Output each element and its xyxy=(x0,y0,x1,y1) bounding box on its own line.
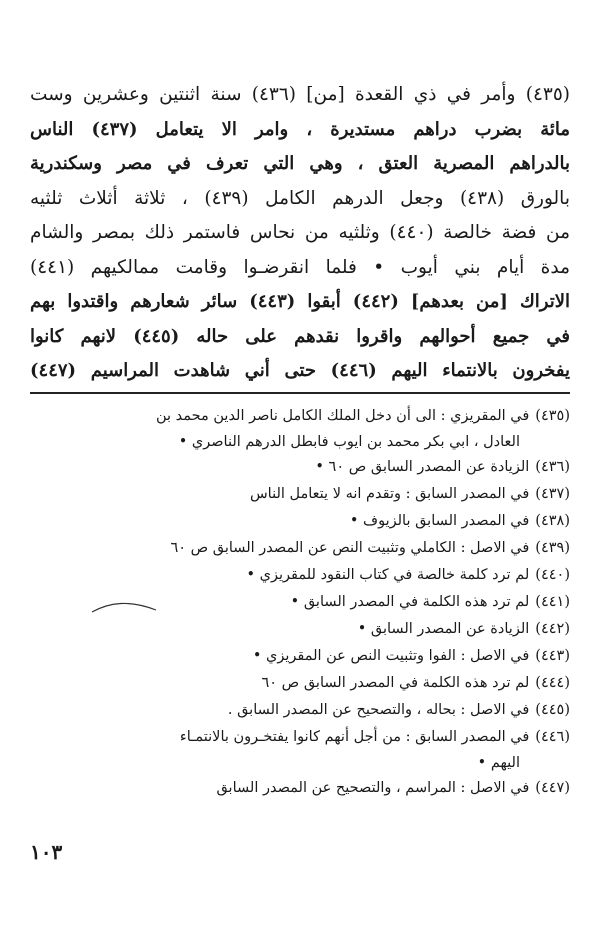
main-text-line: الاتراك [من بعدهم] (٤٤٢) أبقوا (٤٤٣) سائر شعارهم واقتدوا بهم xyxy=(30,291,570,312)
main-text-line: بالورق (٤٣٨) وجعل الدرهم الكامل (٤٣٩) ، ثلاثة أثلاث ثلثيه xyxy=(30,187,570,209)
footnote-text: في الاصل : الفوا وتثبيت النص عن المقريزي • xyxy=(252,648,530,664)
footnote-text: لم ترد هذه الكلمة في المصدر السابق • xyxy=(290,594,530,610)
footnote-number: (٤٤٠) xyxy=(535,567,570,583)
footnote-text: الزيادة عن المصدر السابق • xyxy=(357,621,530,637)
footnote-item xyxy=(30,697,570,724)
footnote-text: لم ترد كلمة خالصة في كتاب النقود للمقريزي • xyxy=(246,567,530,583)
footnote-item xyxy=(30,508,570,535)
footnote-number: (٤٤٤) xyxy=(535,675,570,691)
footnote-text: في الاصل : المراسم ، والتصحيح عن المصدر السابق xyxy=(216,780,530,796)
footnote-item xyxy=(30,454,570,481)
main-text-line: مائة بضرب دراهم مستديرة ، وامر الا يتعامل (٤٣٧) الناس xyxy=(30,118,570,140)
footnote-item xyxy=(30,403,570,430)
main-text-line: في جميع أحوالهم واقروا نقدهم على حاله (٤٤٥) لانهم كانوا xyxy=(30,325,570,347)
footnote-text: لم ترد هذه الكلمة في المصدر السابق ص ٦٠ xyxy=(261,675,530,691)
footnote-item xyxy=(30,775,570,802)
footnote-number: (٤٤٧) xyxy=(535,780,570,796)
footnote-number: (٤٤٣) xyxy=(535,648,570,664)
main-text-line: من فضة خالصة (٤٤٠) وثلثيه من نحاس فاستمر ذلك بمصر والشام xyxy=(30,222,570,243)
footnote-text: في الاصل : الكاملي وتثبيت النص عن المصدر السابق ص ٦٠ xyxy=(170,540,530,556)
footnote-number: (٤٤٢) xyxy=(535,621,570,637)
footnote-number: (٤٣٧) xyxy=(535,486,570,502)
footnote-number: (٤٣٦) xyxy=(535,459,570,475)
footnote-item xyxy=(30,670,570,697)
footnote-number: (٤٣٩) xyxy=(535,540,570,556)
main-text-line: (٤٣٥) وأمر في ذي القعدة [من] (٤٣٦) سنة اثنتين وعشرين وست xyxy=(30,84,570,105)
footnote-text: في المصدر السابق بالزيوف • xyxy=(349,513,530,529)
footnote-item xyxy=(30,481,570,508)
footnote-text: الزيادة عن المصدر السابق ص ٦٠ • xyxy=(315,459,530,475)
footnote-text: في المقريزي : الى أن دخل الملك الكامل ناصر الدين محمد بن xyxy=(155,408,530,424)
footnote-continuation: اليهم • xyxy=(477,755,520,771)
footnote-item xyxy=(30,724,570,751)
footnote-item xyxy=(30,535,570,562)
main-text-block xyxy=(30,78,570,389)
footnote-number: (٤٤٦) xyxy=(535,729,570,745)
footnote-continuation: العادل ، ابي بكر محمد بن ايوب فابطل الدرهم الناصري • xyxy=(178,434,520,450)
footnote-text: في المصدر السابق : من أجل أنهم كانوا يفتخـرون بالانتمـاء xyxy=(179,729,530,745)
footnote-item xyxy=(30,643,570,670)
footnote-number: (٤٣٥) xyxy=(535,408,570,424)
footnote-item xyxy=(30,616,570,643)
footnote-divider xyxy=(30,392,570,394)
footnote-number: (٤٣٨) xyxy=(535,513,570,529)
footnote-item xyxy=(30,562,570,589)
pen-stroke-mark xyxy=(90,598,160,618)
main-text-line: يفخرون بالانتماء اليهم (٤٤٦) حتى أني شاهدت المراسيم (٤٤٧) xyxy=(30,360,570,381)
page-number: ١٠٣ xyxy=(30,840,63,864)
main-text-line: بالدراهم المصرية العتق ، وهي التي تعرف في مصر وسكندرية xyxy=(30,153,570,174)
footnote-text: في المصدر السابق : وتقدم انه لا يتعامل الناس xyxy=(249,486,530,502)
footnote-number: (٤٤٥) xyxy=(535,702,570,718)
footnote-number: (٤٤١) xyxy=(535,594,570,610)
main-text-line: مدة أيام بني أيوب • فلما انقرضـوا وقامت ممالكيهم (٤٤١) xyxy=(30,256,570,278)
footnote-text: في الاصل : بحاله ، والتصحيح عن المصدر السابق . xyxy=(227,702,530,718)
